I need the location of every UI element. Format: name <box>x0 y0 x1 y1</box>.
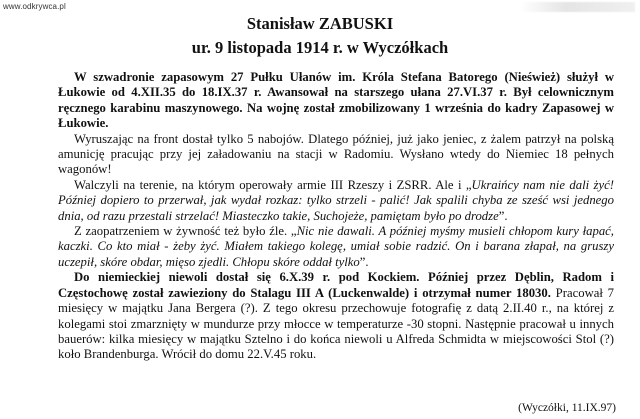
paragraph <box>58 178 614 224</box>
paragraph-text: Pracował 7 miesięcy w majątku Jana Bergera (?). Z tego okresu przechowuje fotografię z datą 2.II.40 r., na której z kolegami stoi zmarznięty w mundurze przy młocce w temperaturze -30 stopni. Następnie pracował u innych bauerów: kilka miesięcy w majątku Sztelno i do końca niewoli u Alfreda Schmidta w miejscowości Stol (?) koło Brandenburga. Wrócił do domu 22.V.45 roku. <box>58 285 614 362</box>
quote-text: Nic nie dawali. A później myśmy musieli chłopom kury łapać, kaczki. Co kto miał - żeby żyć. Miałem takiego kolegę, umiał sobie radzić. On i barana złapał, na gruszy uczepił, skóre obdar, mięso zjedli. Chłopu skóre oddał tylko <box>58 224 614 269</box>
signature-place-date: (Wyczółki, 11.IX.97) <box>518 402 616 414</box>
paragraph-text: Walczyli na terenie, na którym operowały armie III Rzeszy i ZSRR. Ale i „ <box>74 177 472 192</box>
paragraph-text: Wyruszając na front dostał tylko 5 nabojów. Dlatego później, już jako jeniec, z żalem patrzył na polską amunicję pracując przy jej załadowaniu na stacji w Radomiu. Wysłano wtedy do Niemiec 18 pełnych wagonów! <box>58 131 614 177</box>
paragraph <box>58 270 614 362</box>
watermark-url: www.odkrywca.pl <box>3 2 66 11</box>
scan-artifact <box>520 2 635 12</box>
paragraph-text: ”. <box>359 254 369 269</box>
person-name-heading: Stanisław ZABUSKI <box>246 14 394 33</box>
document-body <box>58 70 614 363</box>
paragraph-text: ”. <box>498 208 508 223</box>
paragraph <box>58 132 614 178</box>
emphasis-text: W szwadronie zapasowym 27 Pułku Ułanów im. Króla Stefana Batorego (Nieśwież) służył w Łukowie od 4.XII.35 do 18.IX.37 r. Awansował na starszego ułana 27.VI.37 r. Był celownicznym ręcznego karabinu maszynowego. Na wojnę został zmobilizowany 1 września do kadry Zapasowej w Łukowie. <box>58 70 614 131</box>
paragraph <box>58 224 614 270</box>
paragraph <box>58 70 614 132</box>
emphasis-text: Do niemieckiej niewoli dostał się 6.X.39 r. pod Kockiem. Później przez Dęblin, Radom i Częstochowę został zawieziony do Stalagu III A (Luckenwalde) i otrzymał numer 18030. <box>58 270 614 300</box>
paragraph-text: Z zaopatrzeniem w żywność też było źle. „ <box>74 224 297 239</box>
quote-text: Ukraińcy nam nie dali żyć! Później dopiero to przerwał, jak wydał rozkaz: tylko strzeli - palić! Jak spalili chyba ze sześć wsi jednego dnia, od razu przestali strzelać! Miasteczko takie, Suchojeże, pamiętam było po drodze <box>58 177 614 223</box>
birth-info-heading: ur. 9 listopada 1914 r. w Wyczółkach <box>191 38 449 57</box>
